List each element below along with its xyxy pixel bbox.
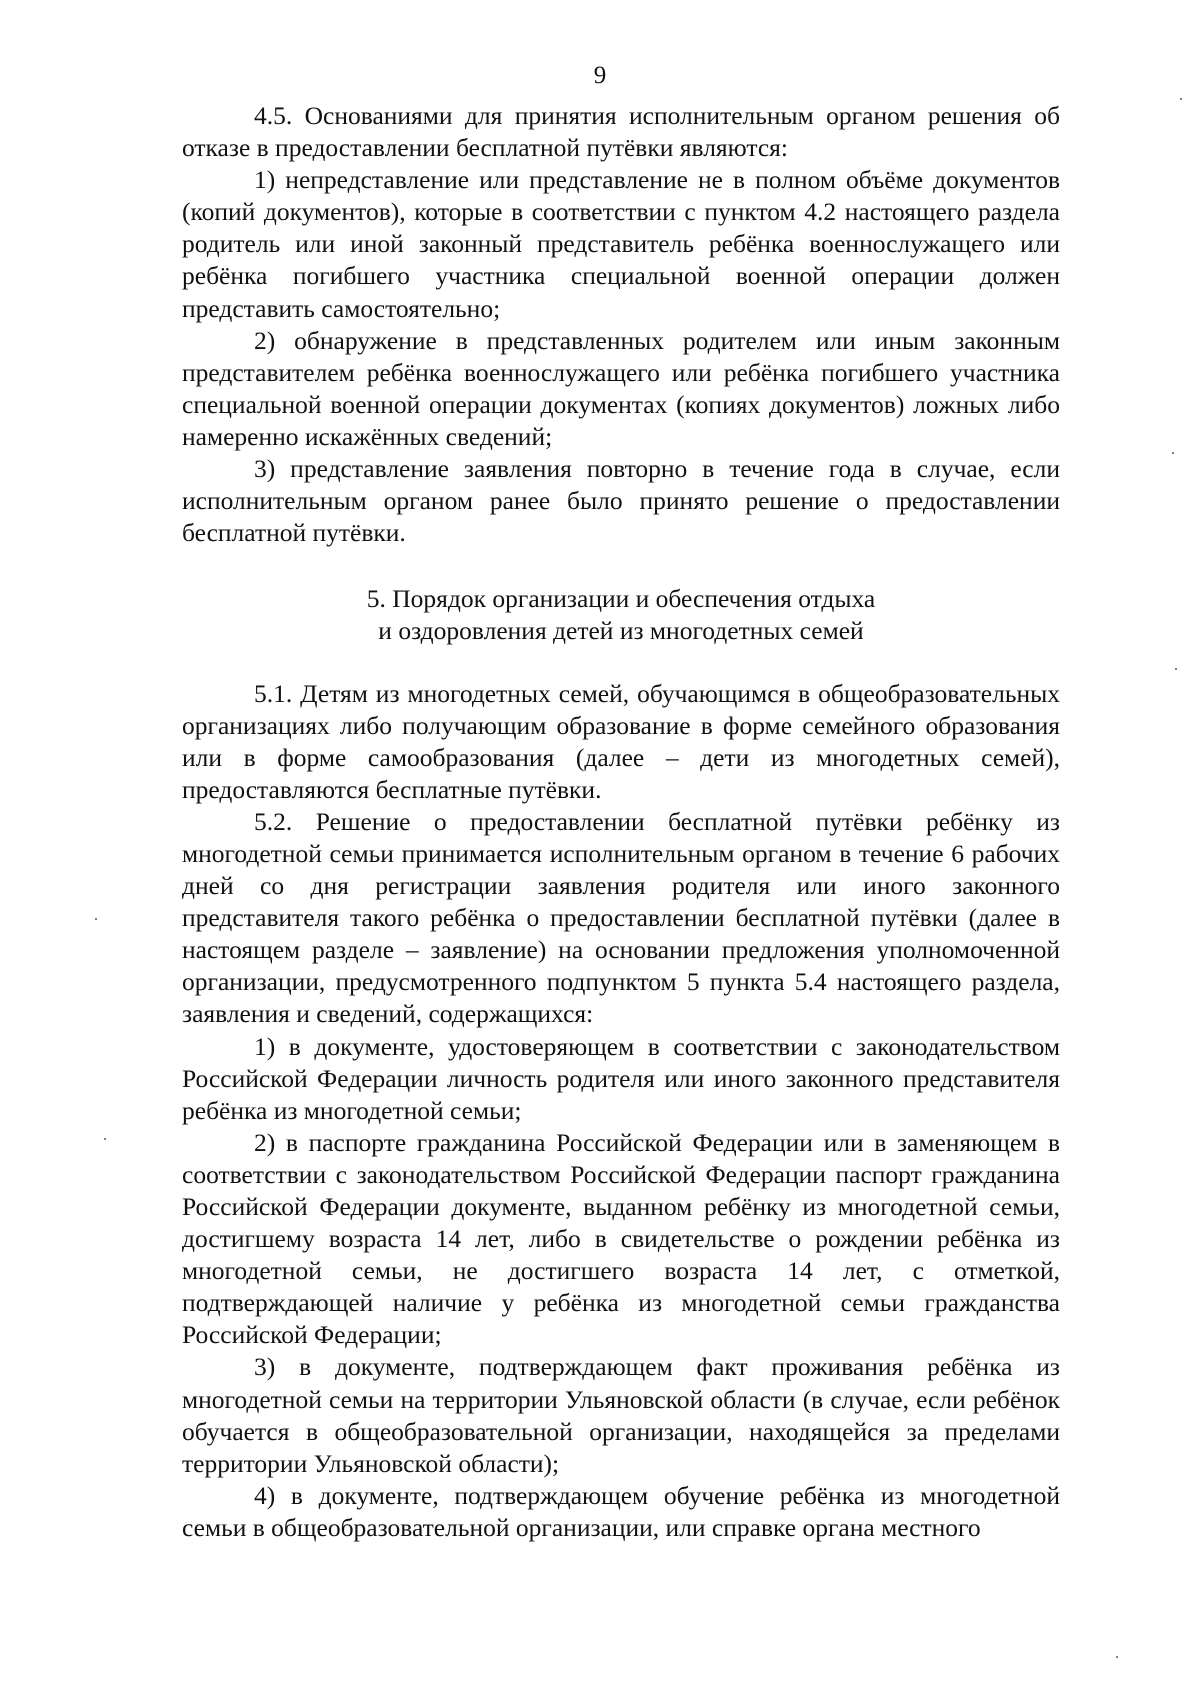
paragraph-5-2-item-3: 3) в документе, подтверждающем факт проживания ребёнка из многодетной семьи на территории Ульяновской области (в случае, если ребёнок обучается в общеобразовательной организации, находящейся за пределами территории Ульяновской области); (182, 1352, 1060, 1478)
paragraph-5-2-item-2: 2) в паспорте гражданина Российской Федерации или в заменяющем в соответствии с законодательством Российской Федерации паспорт гражданина Российской Федерации документе, выданном ребёнку из многодетной семьи, достигшему возраста 14 лет, либо в свидетельстве о рождении ребёнка из многодетной семьи, не достигшего возраста 14 лет, с отметкой, подтверждающей наличие у ребёнка из многодетной семьи гражданства Российской Федерации; (182, 1127, 1060, 1350)
page-number: 9 (593, 62, 607, 89)
section-5-heading-line-1: 5. Порядок организации и обеспечения отдыха (366, 584, 876, 614)
section-5-heading (182, 583, 1060, 647)
scan-speck (1175, 668, 1177, 670)
paragraph-4-5: 4.5. Основаниями для принятия исполнительным органом решения об отказе в предоставлении бесплатной путёвки являются: (182, 101, 1060, 163)
document-body (182, 100, 1060, 1544)
paragraph-4-5-item-3: 3) представление заявления повторно в течение года в случае, если исполнительным органом ранее было принято решение о предоставлении бесплатной путёвки. (182, 454, 1060, 548)
scan-speck (95, 918, 97, 920)
paragraph-4-5-item-1: 1) непредставление или представление не в полном объёме документов (копий документов), которые в соответствии с пунктом 4.2 настоящего раздела родитель или иной законный представитель ребёнка военнослужащего или ребёнка погибшего участника специальной военной операции должен представить самостоятельно; (182, 165, 1060, 323)
paragraph-4-5-item-2: 2) обнаружение в представленных родителем или иным законным представителем ребёнка военнослужащего или ребёнка погибшего участника специальной военной операции документах (копиях документов) ложных либо намеренно искажённых сведений; (182, 325, 1060, 451)
scan-speck (1180, 98, 1182, 100)
scan-speck (1116, 1656, 1118, 1658)
paragraph-5-2-item-1: 1) в документе, удостоверяющем в соответствии с законодательством Российской Федерации личность родителя или иного законного представителя ребёнка из многодетной семьи; (182, 1031, 1060, 1125)
paragraph-5-2: 5.2. Решение о предоставлении бесплатной путёвки ребёнку из многодетной семьи принимается исполнительным органом в течение 6 рабочих дней со дня регистрации заявления родителя или иного законного представителя такого ребёнка о предоставлении бесплатной путёвки (далее в настоящем разделе – заявление) на основании предложения уполномоченной организации, предусмотренного подпунктом 5 пункта 5.4 настоящего раздела, заявления и сведений, содержащихся: (182, 806, 1060, 1029)
paragraph-5-2-item-4: 4) в документе, подтверждающем обучение ребёнка из многодетной семьи в общеобразовательной организации, или справке органа местного (182, 1480, 1060, 1542)
section-5-heading-line-2: и оздоровления детей из многодетных семей (378, 616, 864, 646)
scan-speck (104, 1138, 106, 1140)
scan-speck (1172, 452, 1174, 454)
paragraph-5-1: 5.1. Детям из многодетных семей, обучающимся в общеобразовательных организациях либо получающим образование в форме семейного образования или в форме самообразования (далее – дети из многодетных семей), предоставляются бесплатные путёвки. (182, 678, 1060, 804)
